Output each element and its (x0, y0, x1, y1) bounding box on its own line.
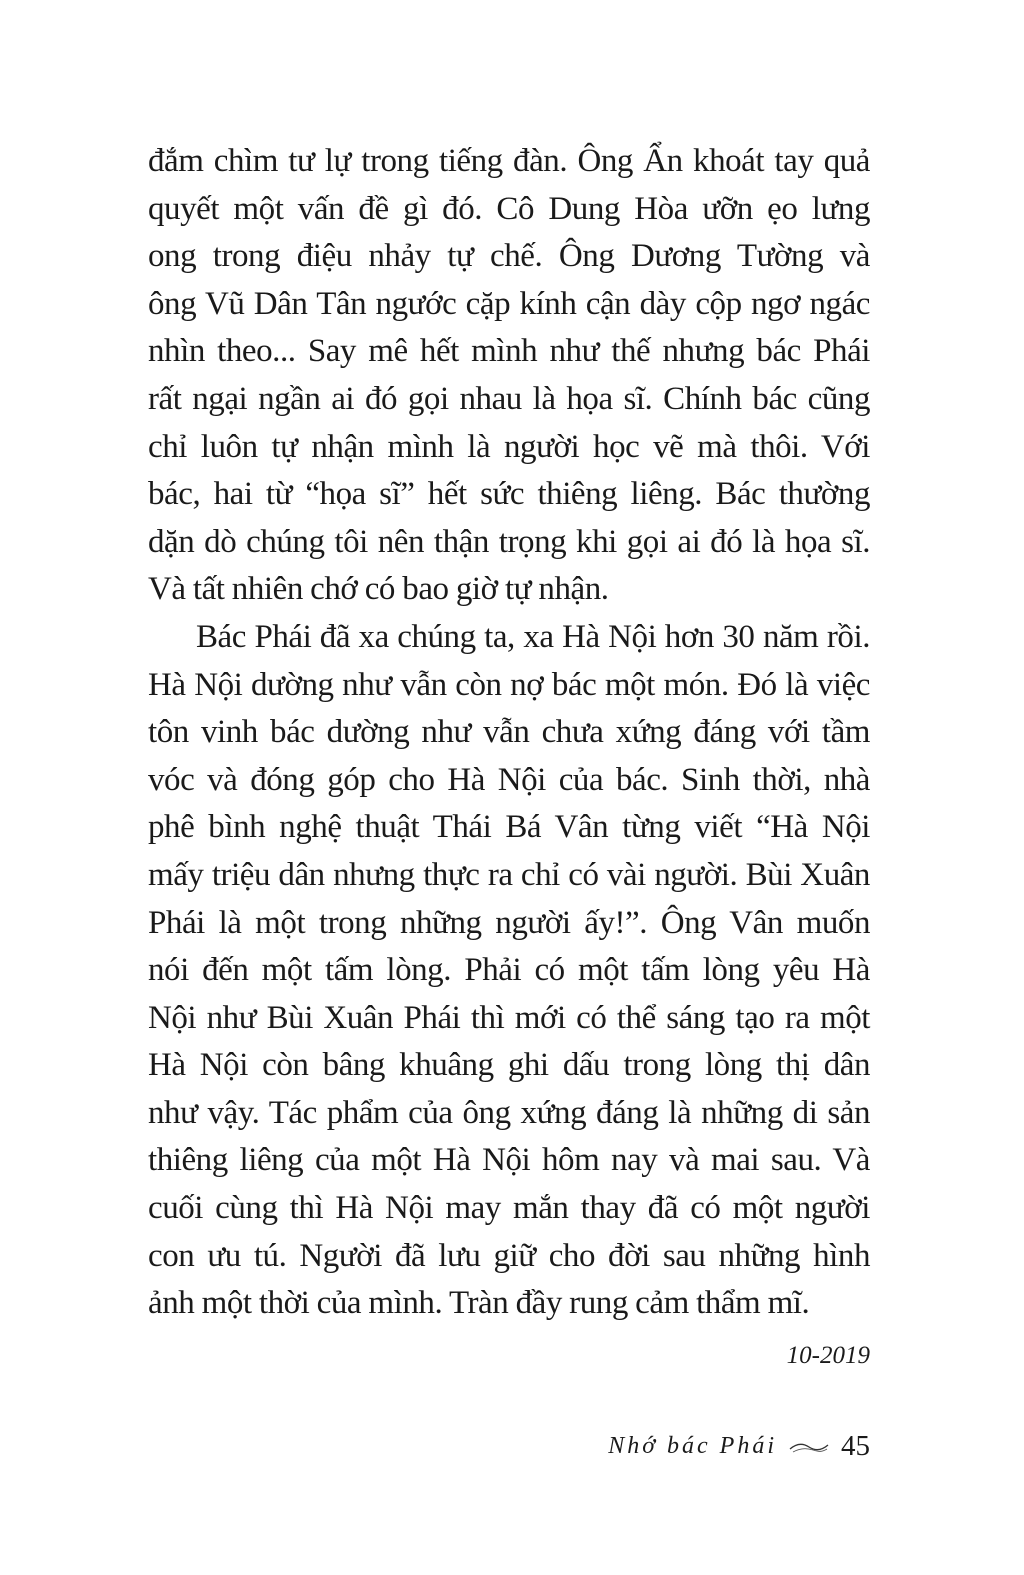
text-line: Hà Nội dường như vẫn còn nợ bác một món. Đó là việc (148, 666, 870, 703)
text-line: ong trong điệu nhảy tự chế. Ông Dương Tường và (148, 238, 870, 275)
text-line: quyết một vấn đề gì đó. Cô Dung Hòa ưỡn ẹo lưng (148, 190, 870, 227)
text-line: thiêng liêng của một Hà Nội hôm nay và mai sau. Và (148, 1142, 870, 1179)
text-line: mấy triệu dân nhưng thực ra chỉ có vài người. Bùi Xuân (148, 856, 870, 893)
text-line: ông Vũ Dân Tân ngước cặp kính cận dày cộp ngơ ngác (148, 285, 870, 322)
text-line: chỉ luôn tự nhận mình là người học vẽ mà thôi. Với (148, 428, 870, 465)
wave-ornament-icon (789, 1440, 829, 1454)
text-line: rất ngại ngần ai đó gọi nhau là họa sĩ. Chính bác cũng (148, 380, 870, 417)
text-line: phê bình nghệ thuật Thái Bá Vân từng viết “Hà Nội (148, 809, 870, 846)
text-line: nói đến một tấm lòng. Phải có một tấm lòng yêu Hà (148, 952, 870, 989)
text-line: bác, hai từ “họa sĩ” hết sức thiêng liêng. Bác thường (148, 476, 870, 513)
text-line: Phái là một trong những người ấy!”. Ông Vân muốn (148, 904, 870, 941)
text-line: vóc và đóng góp cho Hà Nội của bác. Sinh thời, nhà (148, 761, 870, 798)
page-body (148, 138, 870, 1328)
page-footer (608, 1430, 870, 1463)
page-number: 45 (841, 1430, 870, 1462)
date-signature: 10-2019 (786, 1342, 870, 1369)
text-line: tôn vinh bác dường như vẫn chưa xứng đáng với tầm (148, 714, 870, 751)
running-title: Nhớ bác Phái (608, 1433, 777, 1459)
paragraph-2 (148, 614, 870, 1328)
text-line: ảnh một thời của mình. Tràn đầy rung cảm thẩm mĩ. (148, 1285, 810, 1322)
text-line: Nội như Bùi Xuân Phái thì mới có thể sáng tạo ra một (148, 999, 870, 1036)
text-line: Và tất nhiên chớ có bao giờ tự nhận. (148, 571, 609, 608)
text-line: Hà Nội còn bâng khuâng ghi dấu trong lòng thị dân (148, 1047, 870, 1084)
text-line: đắm chìm tư lự trong tiếng đàn. Ông Ẩn khoát tay quả (148, 143, 870, 179)
text-line: dặn dò chúng tôi nên thận trọng khi gọi ai đó là họa sĩ. (148, 523, 870, 560)
text-line: Bác Phái đã xa chúng ta, xa Hà Nội hơn 30 năm rồi. (196, 618, 870, 655)
text-line: con ưu tú. Người đã lưu giữ cho đời sau những hình (148, 1237, 870, 1274)
text-line: như vậy. Tác phẩm của ông xứng đáng là những di sản (148, 1094, 870, 1131)
text-line: nhìn theo... Say mê hết mình như thế nhưng bác Phái (148, 333, 870, 370)
paragraph-1 (148, 138, 870, 614)
text-line: cuối cùng thì Hà Nội may mắn thay đã có một người (148, 1190, 870, 1227)
